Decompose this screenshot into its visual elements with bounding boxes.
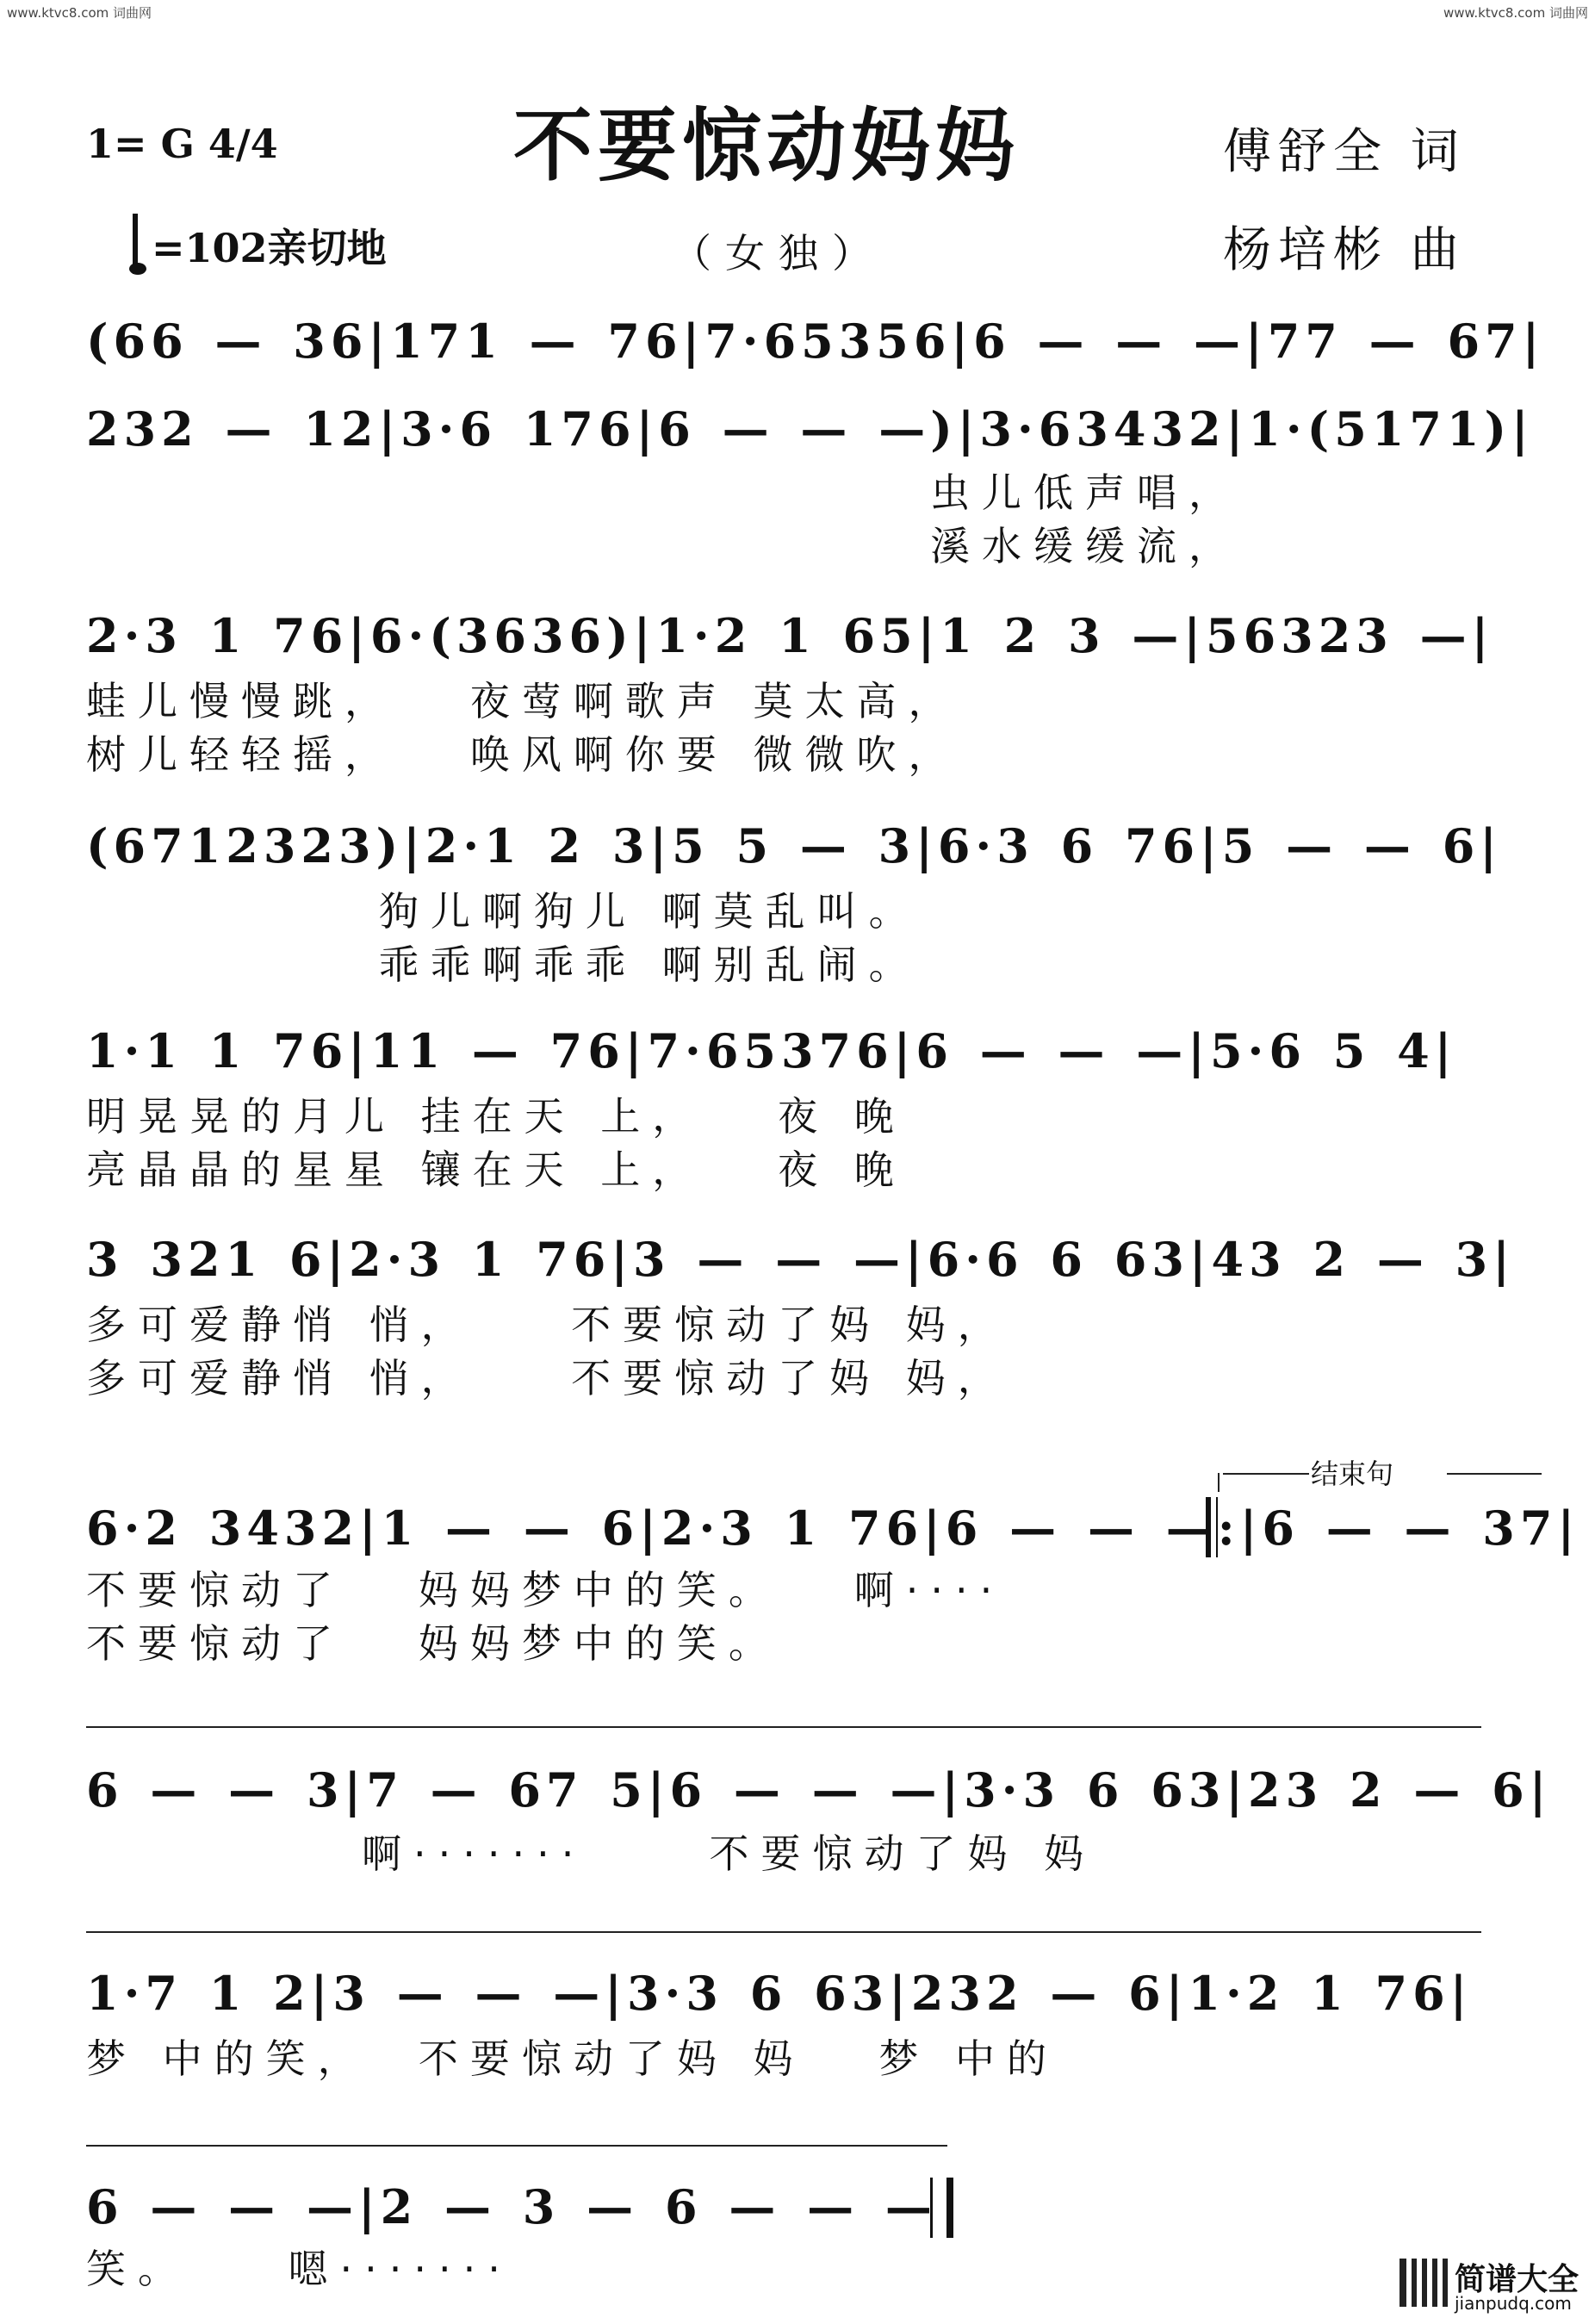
site-logo — [1400, 2255, 1580, 2317]
lyric-line-4-verse-1: 狗儿啊狗儿 啊莫乱叫。 — [379, 888, 921, 935]
watermark-left: www.ktvc8.com 词曲网 — [7, 5, 152, 21]
lyric-line-3-verse-2: 树儿轻轻摇， 唤风啊你要 微微吹， — [86, 731, 960, 778]
repeat-barline — [1206, 1497, 1218, 1557]
coda-bracket-tick — [1218, 1473, 1220, 1492]
lyric-line-8: 啊······· 不要惊动了妈 妈 — [362, 1830, 1096, 1877]
lyric-line-7-verse-1: 不要惊动了 妈妈梦中的笑。 啊···· — [86, 1567, 1005, 1613]
lyric-line-4-verse-2: 乖乖啊乖乖 啊别乱闹。 — [379, 941, 921, 988]
performance-note: （女独） — [672, 230, 885, 277]
lyric-line-3-verse-1: 蛙儿慢慢跳， 夜莺啊歌声 莫太高， — [86, 678, 960, 724]
notation-line-10: 6 — — —|2 — 3 — 6 — — — — [86, 2179, 937, 2234]
notation-line-4: (6712323)|2·1 2 3|5 5 — 3|6·3 6 76|5 — — 6| — [86, 818, 1502, 873]
key-signature: 1= G 4/4 — [86, 121, 278, 167]
section-rule-2 — [86, 1931, 1481, 1933]
lyric-line-7-verse-2: 不要惊动了 妈妈梦中的笑。 — [86, 1620, 780, 1667]
notation-line-7: 6·2 3432|1 — — 6|2·3 1 76|6 — — —:|6 — — 37| — [86, 1501, 1580, 1556]
lyric-line-2-verse-2: 溪水缓缓流， — [930, 523, 1240, 569]
coda-label: 结束句 — [1311, 1457, 1394, 1490]
notation-line-1: (66 — 36|171 — 76|7·65356|6 — — —|77 — 67| — [86, 314, 1545, 369]
lyric-line-5-verse-1: 明晃晃的月儿 挂在天 上， 夜 晚 — [86, 1093, 906, 1140]
logo-url: jianpudq.com — [1455, 2293, 1572, 2314]
final-barline — [930, 2178, 953, 2238]
lyric-line-10: 笑。 嗯······· — [86, 2246, 512, 2292]
logo-name: 简谱大全 — [1455, 2262, 1579, 2297]
section-rule-3 — [86, 2145, 947, 2147]
lyricist: 傅舒全 词 — [1223, 124, 1466, 180]
notation-line-8: 6 — — 3|7 — 67 5|6 — — —|3·3 6 63|23 2 — 6| — [86, 1762, 1552, 1818]
piano-keys-icon — [1400, 2259, 1448, 2307]
composer: 杨培彬 曲 — [1223, 222, 1466, 278]
notation-line-2: 232 — 12|3·6 176|6 — — —)|3·63432|1·(5171)| — [86, 401, 1534, 457]
lyric-line-6-verse-1: 多可爱静悄 悄， 不要惊动了妈 妈， — [86, 1302, 1009, 1348]
lyric-line-2-verse-1: 虫儿低声唱， — [930, 469, 1240, 516]
tempo-marking: =102亲切地 — [152, 225, 387, 271]
watermark-right: www.ktvc8.com 词曲网 — [1443, 5, 1588, 21]
lyric-line-5-verse-2: 亮晶晶的星星 镶在天 上， 夜 晚 — [86, 1146, 906, 1193]
section-rule-1 — [86, 1726, 1481, 1728]
lyric-line-9: 梦 中的笑， 不要惊动了妈 妈 梦 中的 — [86, 2035, 1058, 2082]
notation-line-5: 1·1 1 76|11 — 76|7·65376|6 — — —|5·6 5 4| — [86, 1023, 1457, 1078]
coda-bracket-right — [1447, 1473, 1542, 1475]
notation-line-3: 2·3 1 76|6·(3636)|1·2 1 65|1 2 3 —|56323 —| — [86, 608, 1494, 663]
notation-line-9: 1·7 1 2|3 — — —|3·3 6 63|232 — 6|1·2 1 76| — [86, 1966, 1473, 2021]
coda-bracket-left — [1223, 1473, 1309, 1475]
song-title: 不要惊动妈妈 — [513, 99, 1021, 192]
lyric-line-6-verse-2: 多可爱静悄 悄， 不要惊动了妈 妈， — [86, 1355, 1009, 1401]
notation-line-6: 3 321 6|2·3 1 76|3 — — —|6·6 6 63|43 2 — 3| — [86, 1232, 1515, 1287]
